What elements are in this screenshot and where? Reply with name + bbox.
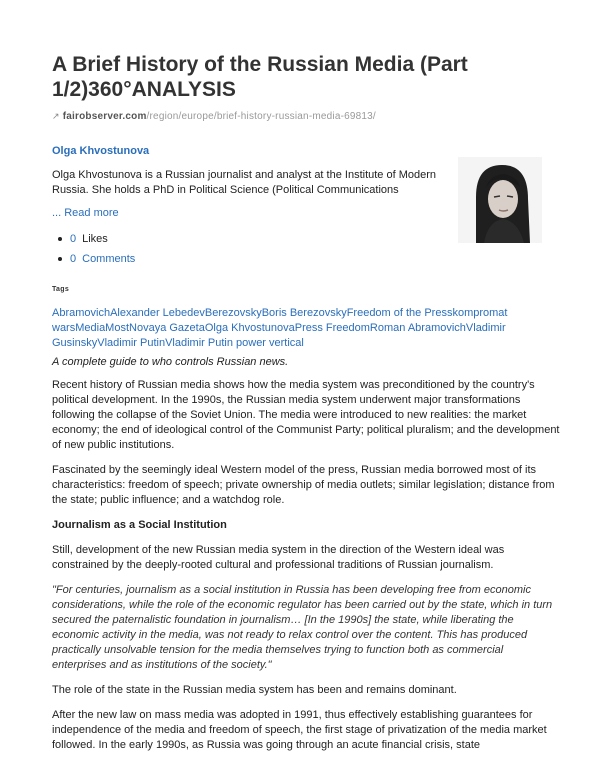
read-more-link[interactable]: ... Read more (52, 207, 119, 219)
block-quote: "For centuries, journalism as a social institution in Russia has been developing free from economic considerations, while the role of the economic regulator has been carried out by the state, which in turn secured the paternalistic foundation in journalism… [In the 1990s] the state, while liberating the economic activity in the media, was not ready to relax control over the content. This has produced practically unsolvable tension for the media themselves trying to function both as commercial enterprises and as institutions of the society." (52, 584, 553, 671)
section-heading: Journalism as a Social Institution (52, 519, 227, 531)
paragraph: After the new law on mass media was adopted in 1991, thus effectively establishing guarantees for independence of the media and freedom of speech, the first stage of privatization of the media market followed. In the early 1990s, as Russia was going through an acute financial crisis, state (52, 709, 547, 751)
source-domain: fairobserver.com (62, 111, 147, 122)
external-link-icon: ↗︎ (52, 111, 60, 121)
article-title: A Brief History of the Russian Media (Part 1/2)360°ANALYSIS (52, 53, 468, 101)
comments-label[interactable]: Comments (82, 253, 136, 265)
engagement-stats (58, 232, 135, 272)
author-name-link[interactable]: Olga Khvostunova (52, 145, 150, 157)
author-portrait-icon (458, 157, 542, 243)
tag-list[interactable] (52, 306, 522, 351)
bullet-icon (58, 257, 62, 261)
tags-heading: Tags (52, 286, 70, 293)
article-intro: A complete guide to who controls Russian news. (52, 356, 289, 368)
source-path: /region/europe/brief-history-russian-media-69813/ (146, 111, 376, 122)
tag-line[interactable]: GusinskyVladimir PutinVladimir Putin power vertical (52, 337, 304, 349)
article-body (52, 355, 560, 763)
tag-line[interactable]: AbramovichAlexander LebedevBerezovskyBoris BerezovskyFreedom of the Presskompromat (52, 307, 508, 319)
paragraph: Fascinated by the seemingly ideal Western model of the press, Russian media borrowed most of its characteristics: freedom of speech; private ownership of media outlets; similar legislation; distance from the state; public influence; and a watchdog role. (52, 464, 555, 506)
paragraph: The role of the state in the Russian media system has been and remains dominant. (52, 684, 457, 696)
tag-line[interactable]: warsMediaMostNovaya GazetaOlga KhvostunovaPress FreedomRoman AbramovichVladimir (52, 322, 506, 334)
likes-count[interactable]: 0 (70, 233, 77, 245)
likes-item[interactable] (58, 232, 135, 252)
paragraph: Recent history of Russian media shows how the media system was preconditioned by the country's political development. In the 1990s, the Russian media system underwent major transformations following the collapse of the Soviet Union. The media were introduced to new realities: the market economy; the end of ideological control of the Communist Party; political pluralism; and the development of new public institutions. (52, 379, 560, 451)
likes-label: Likes (82, 233, 108, 245)
comments-count[interactable]: 0 (70, 253, 77, 265)
bullet-icon (58, 237, 62, 241)
source-url[interactable] (52, 111, 376, 122)
paragraph: Still, development of the new Russian media system in the direction of the Western ideal was constrained by the deeply-rooted cultural and professional traditions of Russian journalism. (52, 544, 505, 571)
author-photo (458, 157, 542, 243)
author-bio: Olga Khvostunova is a Russian journalist and analyst at the Institute of Modern Russia. She holds a PhD in Political Science (Political Communications (52, 169, 436, 196)
comments-item[interactable] (58, 252, 135, 272)
